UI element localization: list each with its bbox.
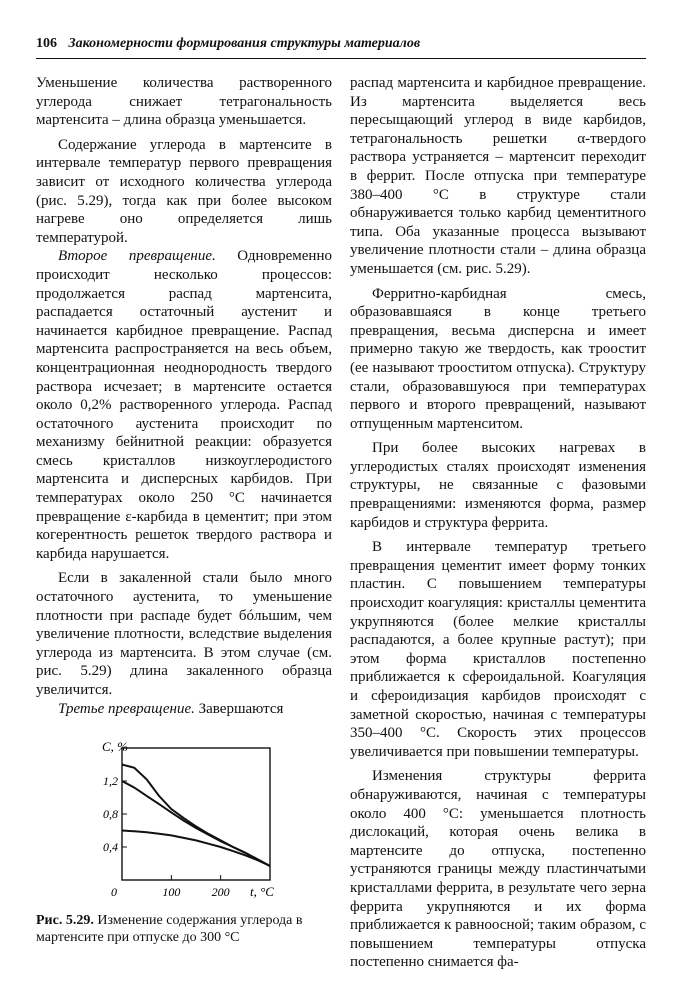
y-axis-label: C, % [102, 739, 128, 754]
series-line [122, 781, 270, 866]
paragraph: В интервале температур третьего превращения цементит имеет форму тонких пластин. С повышением температуры происходит коагуляция: кристаллы цементита укрупняются (более мелкие кристаллы распадаются, а более крупные растут); при этом форма кристаллов постепенно приближается к сфероидальной. Коагуляция и сфероидизация карбидов происходят с заметной скоростью, начиная с температуры 350–400 °С. Скорость этих процессов увеличивается при повышении температуры. [350, 539, 646, 760]
running-title: Закономерности формирования структуры материалов [68, 36, 421, 51]
carbon-content-chart [80, 730, 295, 905]
page-number: 106 [36, 36, 57, 51]
y-tick-label: 0,4 [103, 840, 118, 854]
caption-text: Изменение содержания углерода в мартенсите при отпуске до 300 °С [36, 913, 303, 945]
paragraph: Содержание углерода в мартенсите в интервале температур первого превращения зависит от исходного количества углерода (рис. 5.29), тогда как при более высоком нагреве оно определяется лишь температурой. [36, 136, 332, 246]
paragraph: При более высоких нагревах в углеродистых сталях происходят изменения структуры, не связанные с фазовыми превращениями: изменяются форма, размер карбидов и структура феррита. [350, 440, 646, 531]
paragraph: Ферритно-карбидная смесь, образовавшаяся в конце третьего превращения, весьма дисперсна и имеет примерно такую же твердость, как троостит (ее называют трооститом отпуска). Структуру стали, образовавшуюся при температурах первого и второго превращений, называют отпущенным мартенситом. [350, 285, 646, 432]
paragraph: распад мартенсита и карбидное превращение. Из мартенсита выделяется весь пересыщающий углерод в виде карбидов, тетрагональность решетки α-твердого раствора устраняется – мартенсит переходит в феррит. После отпуска при температуре 380–400 °С в структуре стали обнаруживается только карбид цементитного типа. Оба указанные процесса вызывают увеличение плотности стали – длина образца уменьшается (см. рис. 5.29). [350, 75, 646, 277]
plot-frame [122, 748, 270, 880]
running-header [36, 36, 646, 59]
paragraph: Третье превращение. Завершаются [58, 700, 284, 717]
x-tick-label: 100 [162, 885, 181, 899]
y-tick-label: 0,8 [103, 807, 118, 821]
figure-caption [36, 912, 332, 946]
left-column [36, 74, 332, 718]
series-line [122, 831, 270, 867]
paragraph: Изменения структуры феррита обнаруживаются, начиная с температуры около 400 °С: уменьшается плотность дислокаций, которая очень велика в мартенсите до отпуска, постепенно устраняются границы между пластинчатыми кристаллами феррита, в результате чего зерна феррита укрупняются и их форма приближается к равноосной; таким образом, с повышением температуры отпуска постепенно снимается фа- [350, 768, 646, 971]
paragraph: Второе превращение. Одновременно происходит несколько процессов: продолжается распад мартенсита, распадается остаточный аустенит и начинается карбидное превращение. Распад мартенсита распространяется на весь объем, концентрационная неоднородность твердого раствора исчезает; в мартенсите остается около 0,2% растворенного углерода. Распад остаточного аустенита происходит по механизму бейнитной реакции: образуется смесь кристаллов низкоуглеродистого мартенсита и дисперсных карбидов. При температурах около 250 °С начинается превращение ε-карбида в цементит; при этом когерентность решеток твердого раствора и карбида нарушается. [36, 248, 332, 562]
section-lead: Второе превращение. [58, 248, 216, 265]
section-lead: Третье превращение. [58, 700, 195, 717]
x-tick-label: 200 [211, 885, 230, 899]
x-tick-label: 0 [111, 885, 117, 899]
caption-label: Рис. 5.29. [36, 913, 94, 928]
figure-5-29 [80, 730, 295, 905]
series-line [122, 765, 270, 867]
paragraph: Если в закаленной стали было много остаточного аустенита, то уменьшение плотности при распаде будет бóльшим, чем увеличение плотности, вследствие выделения углерода из мартенсита. В этом случае (см. рис. 5.29) длина закаленного образца увеличится. [36, 570, 332, 698]
paragraph: Уменьшение количества растворенного углерода снижает тетрагональность мартенсита – длина образца уменьшается. [36, 75, 332, 129]
y-tick-label: 1,2 [103, 774, 118, 788]
right-column [350, 74, 646, 972]
x-axis-label: t, °C [250, 884, 274, 899]
